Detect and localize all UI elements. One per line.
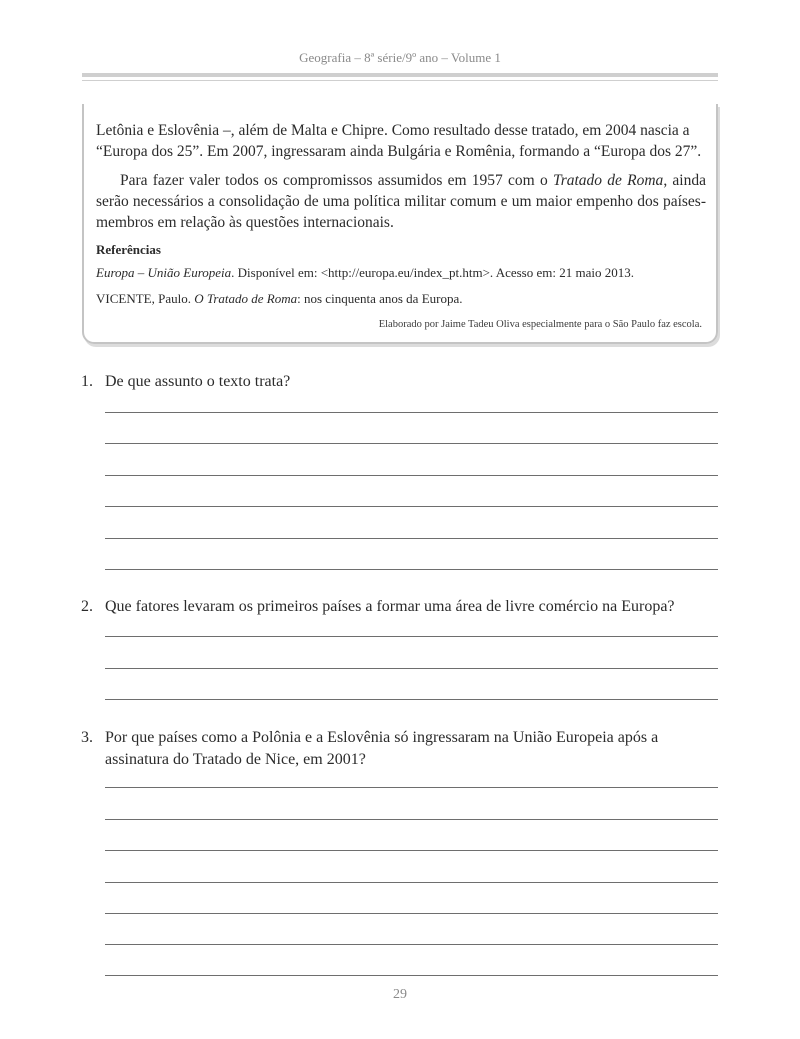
answer-line[interactable] <box>105 819 718 820</box>
answer-line[interactable] <box>105 850 718 851</box>
answer-line[interactable] <box>105 443 718 444</box>
answer-line[interactable] <box>105 475 718 476</box>
question-text: Que fatores levaram os primeiros países a formar uma área de livre comércio na Europa? <box>105 598 675 615</box>
reference-2-subtitle: : nos cinquenta anos da Europa. <box>297 291 463 306</box>
reference-1-details: . Disponível em: <http://europa.eu/index_pt.htm>. Acesso em: 21 maio 2013. <box>231 265 634 280</box>
page-number: 29 <box>393 987 407 1002</box>
answer-line[interactable] <box>105 913 718 914</box>
question-text: Por que países como a Polônia e a Eslovênia só ingressaram na União Europeia após a assinatura do Tratado de Nice, em 2001? <box>105 729 659 768</box>
credit-line: Elaborado por Jaime Tadeu Oliva especialmente para o São Paulo faz escola. <box>378 319 702 330</box>
question-number: 2. <box>81 598 93 615</box>
answer-line[interactable] <box>105 506 718 507</box>
box-paragraph-1 <box>96 120 706 162</box>
question-number: 3. <box>81 729 93 746</box>
paragraph-2-text: Para fazer valer todos os compromissos assumidos em 1957 com o <box>120 172 553 189</box>
running-header: Geografia – 8ª série/9º ano – Volume 1 <box>299 50 501 65</box>
question-number: 1. <box>81 373 93 390</box>
reference-2-author: VICENTE, Paulo. <box>96 291 195 306</box>
paragraph-1-line-1: Letônia e Eslovênia –, além de Malta e Chipre. Como resultado desse tratado, em 2004 nascia a <box>96 122 690 139</box>
header-rule <box>82 73 718 77</box>
references-heading: Referências <box>96 242 161 257</box>
answer-line[interactable] <box>105 538 718 539</box>
question-text: De que assunto o texto trata? <box>105 373 291 390</box>
reference-1-title: Europa – União Europeia <box>96 265 232 280</box>
answer-line[interactable] <box>105 787 718 788</box>
answer-line[interactable] <box>105 882 718 883</box>
answer-line[interactable] <box>105 975 718 976</box>
reference-1 <box>96 265 634 281</box>
reference-2 <box>96 291 462 307</box>
answer-line[interactable] <box>105 668 718 669</box>
answer-line[interactable] <box>105 636 718 637</box>
paragraph-2-text-end: , ainda serão necessários a consolidação de uma política militar comum e um maior empenho dos países-membros em relação às questões internacionais. <box>96 172 706 231</box>
box-paragraph-2 <box>96 170 706 233</box>
answer-line[interactable] <box>105 412 718 413</box>
header-rule-thin <box>82 80 718 81</box>
answer-line[interactable] <box>105 569 718 570</box>
paragraph-1-line-2: “Europa dos 25”. Em 2007, ingressaram ainda Bulgária e Romênia, formando a “Europa dos 27”. <box>96 143 702 160</box>
reference-2-title: O Tratado de Roma <box>194 291 298 306</box>
answer-line[interactable] <box>105 944 718 945</box>
treaty-title: Tratado de Roma <box>552 172 664 189</box>
answer-line[interactable] <box>105 699 718 700</box>
